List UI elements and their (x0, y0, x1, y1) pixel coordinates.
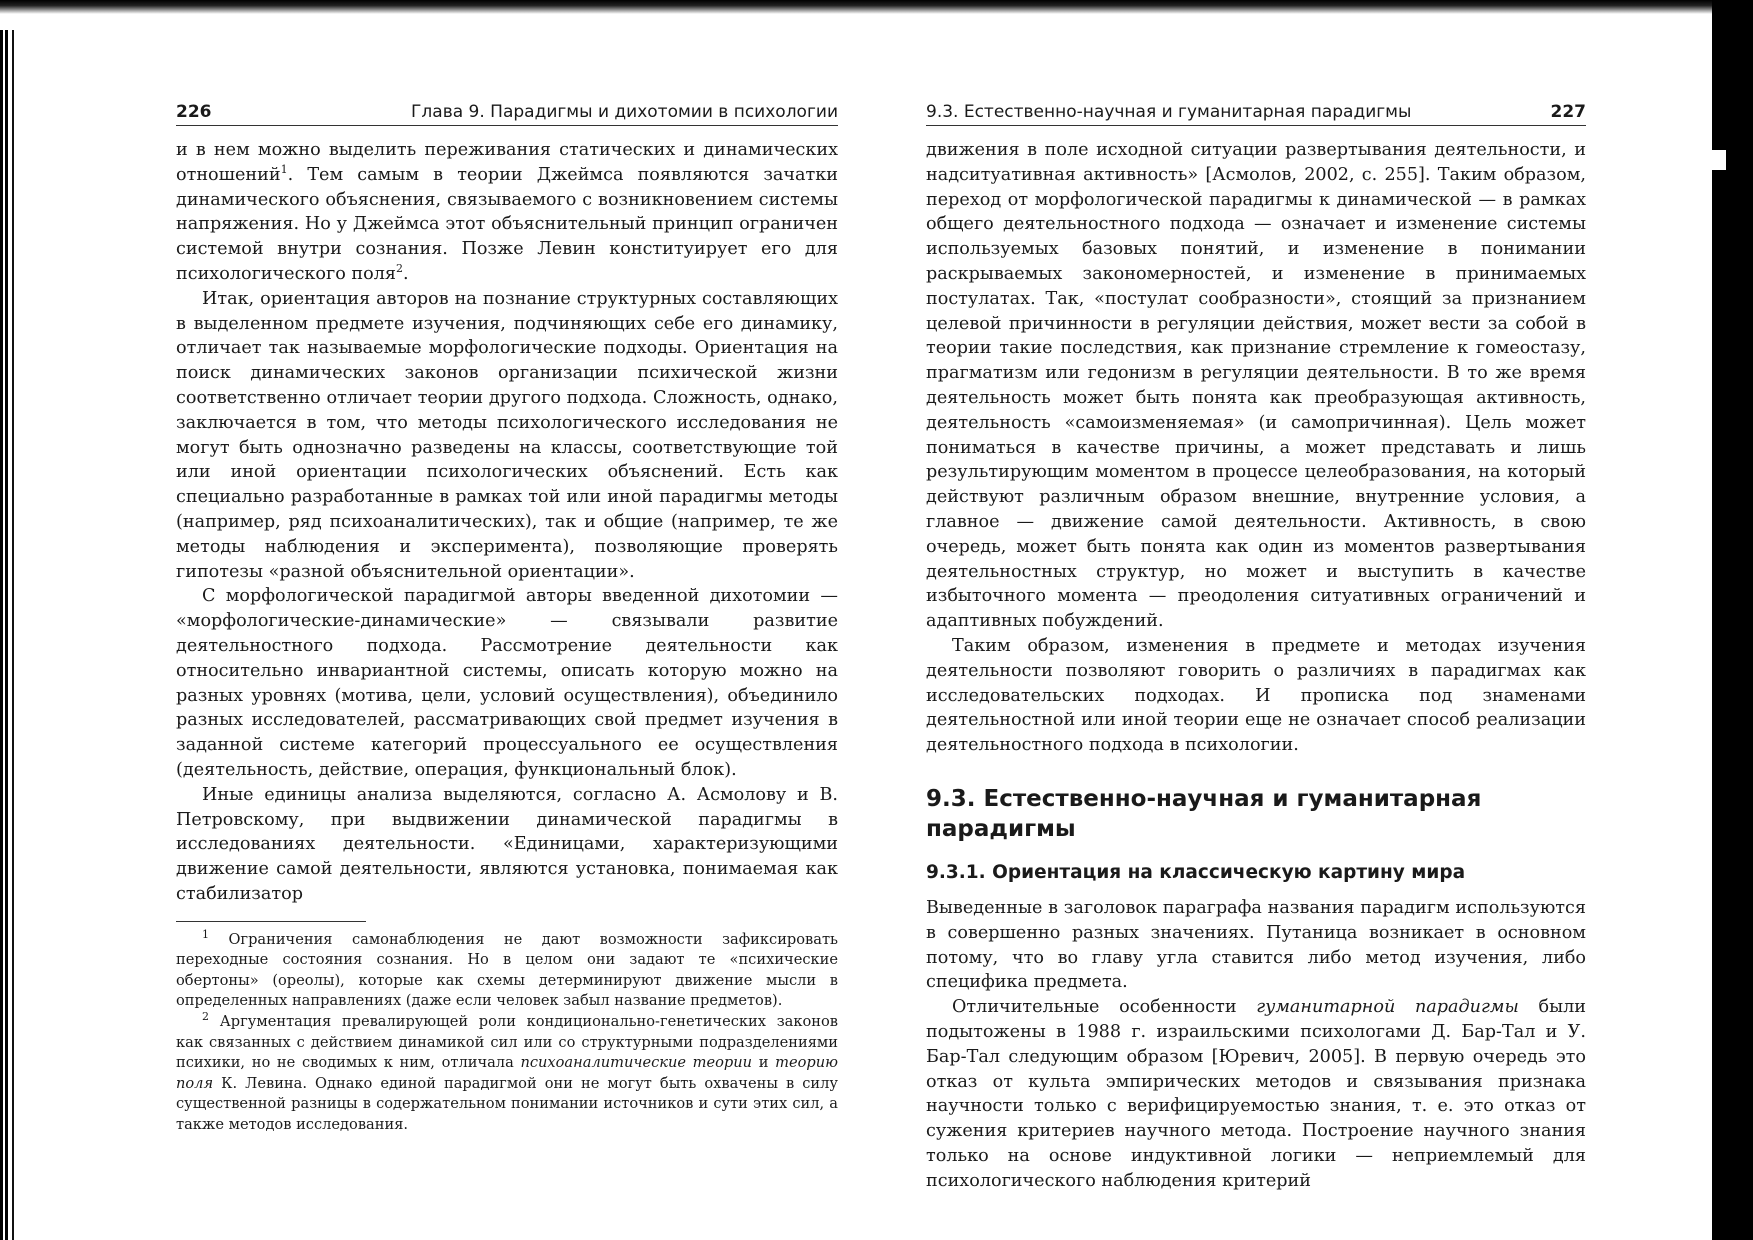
running-title: 9.3. Естественно-научная и гуманитарная парадигмы (926, 102, 1412, 122)
paragraph: Выведенные в заголовок параграфа названия парадигм используются в совершенно разных значениях. Путаница возникает в основном потому, что во главу угла ставится либо метод изучения, либо специфика предмета. (926, 897, 1586, 993)
footnote-marker: 2 (396, 262, 404, 276)
footnote-marker: 1 (280, 162, 288, 176)
paragraph: движения в поле исходной ситуации развертывания деятельности, и надситуативная активность» [Асмолов, 2002, с. 255]. Таким образом, переход от морфологической парадигмы к динамической — в рамках общего деятельностного подхода — означает и изменение системы используемых базовых понятий, и изменение в понимании раскрываемых закономерностей, и изменение в принимаемых постулатах. Так, «постулат сообразности», стоящий за признанием целевой причинности в регуляции действия, может вести за собой в теории такие последствия, как признание стремление к гомеостазу, прагматизм или гедонизм в регуляции деятельности. В то же время деятельность может быть понята как преобразующая активность, деятельность «самоизменяемая» (и самопричинная). Цель может пониматься в качестве причины, а может представать и лишь результирующим моментом в процессе целеобразования, на который действуют различным образом внешние, внутренние условия, а главное — движение самой деятельности. Активность, в свою очередь, может быть понята как один из моментов развертывания деятельностных структур, но может и выступить в качестве избыточного момента — преодоления ситуативных ограничений и адаптивных побуждений. (926, 140, 1586, 632)
left-body-text (176, 138, 838, 907)
footnote-rule (176, 921, 366, 922)
paragraph: Таким образом, изменения в предмете и методах изучения деятельности позволяют говорить о различиях в парадигмах как исследовательских подходах. И прописка под знаменами деятельностной или иной теории еще не означает способ реализации деятельностного подхода в психологии. (926, 635, 1586, 756)
paragraph: и в нем можно выделить переживания статических и динамических отношений$^1$. Тем самым в теории Джеймса появляются зачатки динамического объяснения, связываемого с возникновением системы напряжения. Но у Джеймса этот объяснительный принцип ограничен системой внутри сознания. Позже Левин конституирует его для психологического поля$^2$. (176, 140, 838, 284)
scan-right-edge (1712, 0, 1753, 1240)
right-running-head (926, 95, 1586, 126)
paragraph: С морфологической парадигмой авторы введенной дихотомии — «морфологические-динамические» — связывали развитие деятельностного подхода. Рассмотрение деятельности как относительно инвариантной системы, описать которую можно на разных уровнях (мотива, цели, условий осуществления), объединило разных исследователей, рассматривающих свой предмет изучения в заданной системе категорий процессуального ее осуществления (деятельность, действие, операция, функциональный блок). (176, 586, 838, 780)
emphasis: гуманитарной парадигмы (1256, 997, 1519, 1018)
page-number: 226 (176, 102, 212, 122)
footnote-marker: 1 (202, 927, 209, 941)
right-page (926, 95, 1586, 1193)
left-page (176, 95, 838, 1136)
section-heading: 9.3. Естественно-научная и гуманитарная парадигмы (926, 785, 1482, 842)
footnote: $^1$ Ограничения самонаблюдения не дают возможности зафиксировать переходные состояния сознания. Но в целом они задают те «психические обертоны» (ореолы), которые как схемы детерминируют движение мысли в определенных направлениях (даже если человек забыл название предметов). (176, 927, 838, 1010)
right-body-text (926, 138, 1586, 758)
scan-left-binding (0, 30, 22, 1240)
footnote-marker: 2 (202, 1010, 209, 1024)
scan-right-notch (1712, 150, 1726, 170)
paragraph: Иные единицы анализа выделяются, согласно А. Асмолову и В. Петровскому, при выдвижении динамической парадигмы в исследованиях деятельности. «Единицами, характеризующими движение самой деятельности, являются установка, понимаемая как стабилизатор (176, 784, 838, 904)
subsection-heading: 9.3.1. Ориентация на классическую картину мира (926, 861, 1466, 883)
emphasis: психоаналитические теории (520, 1054, 753, 1072)
emphasis: теорию поля (176, 1054, 838, 1092)
paragraph: Итак, ориентация авторов на познание структурных составляющих в выделенном предмете изучения, подчиняющих себе его динамику, отличает так называемые морфологические подходы. Ориентация на поиск динамических законов организации психической жизни соответственно отличает теории другого подхода. Сложность, однако, заключается в том, что методы психологического исследования не могут быть однозначно разведены на классы, соответствующие той или иной ориентации психологических объяснений. Есть как специально разработанные в рамках той или иной парадигмы методы (например, ряд психоаналитических), так и общие (например, те же методы наблюдения и эксперимента), позволяющие проверять гипотезы «разной объяснительной ориентации». (176, 288, 838, 582)
footnote: $^2$ Аргументация превалирующей роли кондиционально-генетических законов как связанных с действием динамикой сил или со структурными подразделениями психики, но не сводимых к ним, отличала психоаналитические теории и теорию поля К. Левина. Однако единой парадигмой они не могут быть охвачены в силу существенной разницы в содержательном понимании источников и сути этих сил, а также методов исследования. (176, 1010, 838, 1134)
footnotes (176, 927, 838, 1136)
running-title: Глава 9. Парадигмы и дихотомии в психологии (411, 102, 838, 122)
page-number: 227 (1550, 102, 1586, 122)
scan-top-shadow (0, 0, 1753, 14)
right-body-text-continued (926, 896, 1586, 1194)
left-running-head (176, 95, 838, 126)
paragraph: Отличительные особенности гуманитарной парадигмы были подытожены в 1988 г. израильскими психологами Д. Бар-Тал и У. Бар-Тал следующим образом [Юревич, 2005]. В первую очередь это отказ от культа эмпирических методов и связывания признака научности только с верифицируемостью знания, т. е. это отказ от сужения критериев научного метода. Построение научного знания только на основе индуктивной логики — неприемлемый для психологического наблюдения критерий (926, 997, 1587, 1191)
